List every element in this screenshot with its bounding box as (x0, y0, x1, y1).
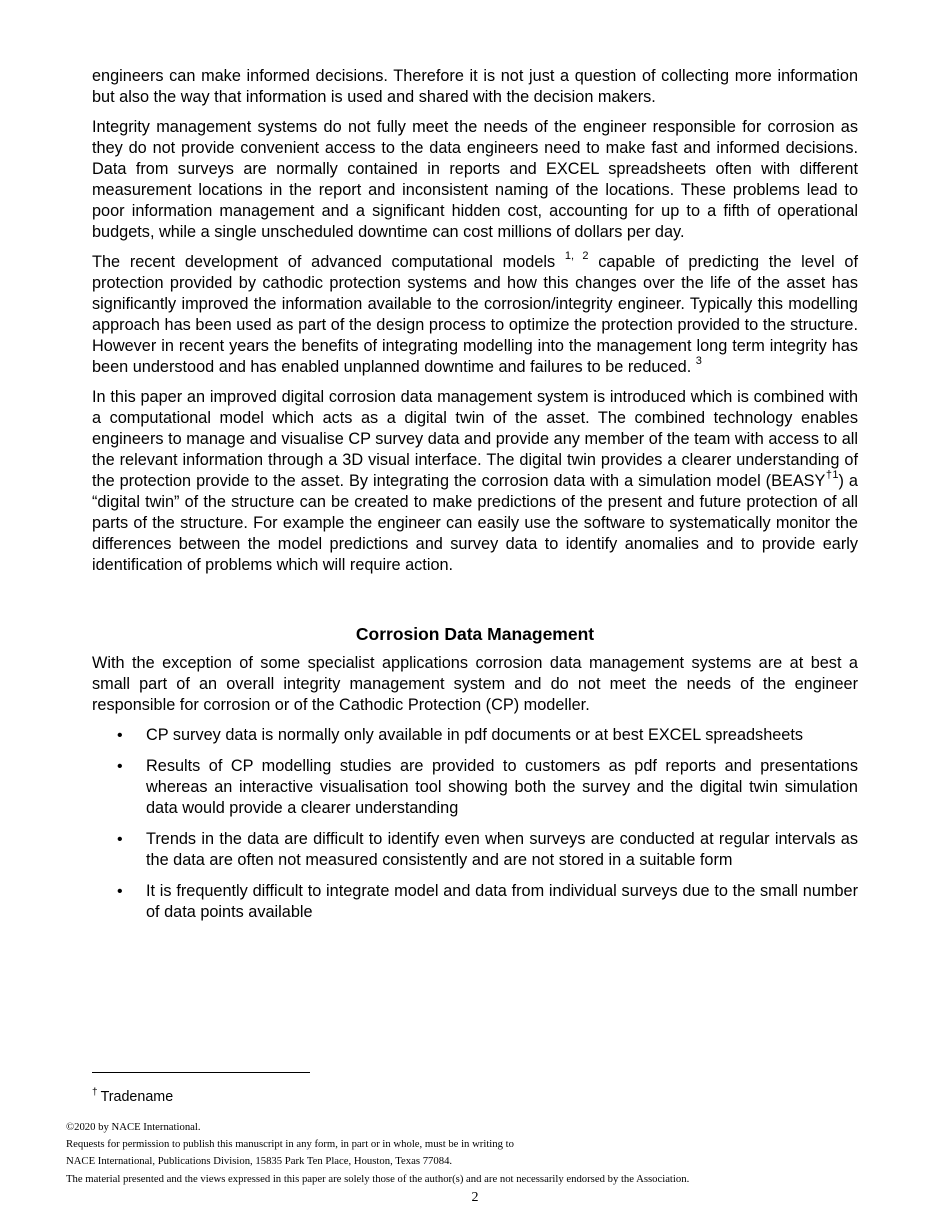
footnote-divider (92, 1072, 310, 1073)
address-line: NACE International, Publications Division, 15835 Park Ten Place, Houston, Texas 77084. (66, 1155, 453, 1168)
page-number: 2 (471, 1190, 479, 1205)
paragraph-integrity-systems: Integrity management systems do not fully meet the needs of the engineer responsible for corrosion as they do not provide convenient access to the data engineers need to make fast and informed decisions. Data from surveys are normally contained in reports and EXCEL spreadsheets often with different measurement locations in the report and inconsistent naming of the locations. These problems lead to poor information management and a significant hidden cost, accounting for up to a fifth of operational budgets, while a single unscheduled downtime can cost millions of dollars per day. (92, 118, 858, 241)
copyright-line: ©2020 by NACE International. (66, 1121, 201, 1133)
bullet-list (92, 725, 858, 923)
section-intro: With the exception of some specialist applications corrosion data management systems are at best a small part of an overall integrity management system and do not meet the needs of the engineer responsible for corrosion or of the Cathodic Protection (CP) modeller. (92, 654, 858, 714)
permission-line: Requests for permission to publish this manuscript in any form, in part or in whole, must be in writing to (66, 1138, 514, 1151)
citation-ref: 3 (695, 354, 702, 367)
paragraph-text: ) a “digital twin” of the structure can be created to make predictions of the present and future protection of all parts of the structure. For example the engineer can easily use the software to systematically monitor the differences between the model predictions and survey data to identify anomalies and to provide early identification of problems which will require action. (92, 472, 858, 574)
list-item: • It is frequently difficult to integrate model and data from individual surveys due to the small number of data points available (92, 881, 858, 923)
tradename-ref: †1 (825, 468, 839, 481)
paragraph-text: The recent development of advanced computational models (92, 253, 565, 271)
list-item: • Trends in the data are difficult to identify even when surveys are conducted at regular intervals as the data are often not measured consistently and are not stored in a suitable form (92, 829, 858, 871)
paragraph-text: capable of predicting the level of protection provided by cathodic protection systems and how this changes over the life of the asset has significantly improved the information available to the corrosion/integrity engineer. Typically this modelling approach has been used as part of the design process to optimize the protection provided to the structure. However in recent years the benefits of integrating modelling into the management long term integrity has been understood and has enabled unplanned downtime and failures to be reduced. (92, 253, 858, 376)
page-body (92, 66, 858, 933)
paragraph-text: In this paper an improved digital corrosion data management system is introduced which is combined with a computational model which acts as a digital twin of the asset. The combined technology enables engineers to manage and visualise CP survey data and provide any member of the team with access to all the relevant information through a 3D visual interface. The digital twin provides a clearer understanding of the protection provide to the asset. By integrating the corrosion data with a simulation model (BEASY (92, 388, 858, 490)
paragraph-digital-twin (92, 387, 858, 576)
footnote-text: Tradename (100, 1089, 174, 1105)
list-item: • Results of CP modelling studies are provided to customers as pdf reports and presentations whereas an interactive visualisation tool showing both the survey and the digital twin simulation data would provide a clearer understanding (92, 756, 858, 819)
list-item: • CP survey data is normally only available in pdf documents or at best EXCEL spreadsheets (92, 725, 858, 746)
paragraph-continuation: engineers can make informed decisions. Therefore it is not just a question of collecting more information but also the way that information is used and shared with the decision makers. (92, 67, 858, 106)
section-heading: Corrosion Data Management (355, 624, 595, 644)
footnote (92, 1087, 173, 1109)
paragraph-computational-models (92, 249, 858, 378)
legal-notice (66, 1119, 689, 1188)
footnote-mark: † (92, 1087, 98, 1098)
disclaimer-line: The material presented and the views expressed in this paper are solely those of the author(s) and are not necessarily endorsed by the Association. (66, 1172, 690, 1185)
citation-ref: 1, 2 (564, 249, 589, 262)
